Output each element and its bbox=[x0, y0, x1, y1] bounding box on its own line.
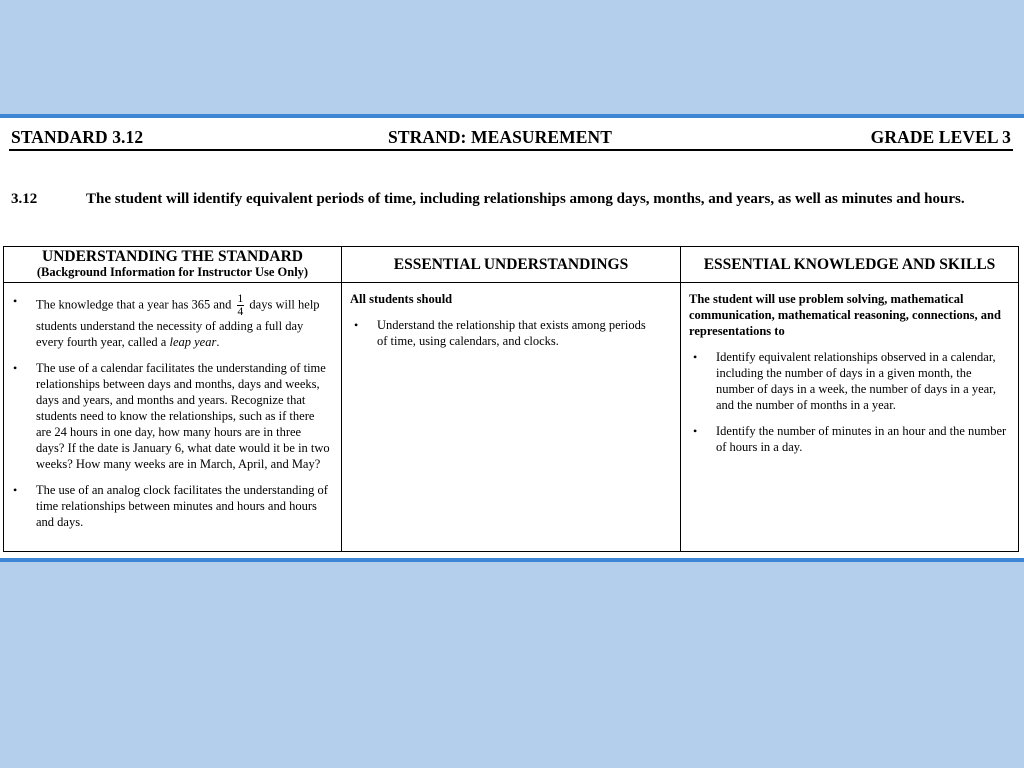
understanding-title: UNDERSTANDING THE STANDARD bbox=[42, 248, 303, 265]
essential-knowledge-cell bbox=[689, 291, 1009, 465]
essential-knowledge-lead: The student will use problem solving, mathematical communication, mathematical reasoning, connections, and representations to bbox=[689, 292, 1001, 338]
essential-knowledge-title: ESSENTIAL KNOWLEDGE AND SKILLS bbox=[703, 255, 996, 273]
understanding-column-header bbox=[4, 247, 341, 282]
list-item: • Identify the number of minutes in an hour and the number of hours in a day. bbox=[689, 423, 1009, 455]
objective-text: The student will identify equivalent periods of time, including relationships among days, months, and years, as well as minutes and hours. bbox=[86, 191, 965, 207]
fraction: $\frac{1}{4}$ bbox=[237, 293, 244, 318]
understanding-cell bbox=[9, 293, 331, 540]
essential-understandings-lead: All students should bbox=[350, 292, 453, 306]
essential-understandings-cell bbox=[350, 291, 650, 359]
standard-label: STANDARD 3.12 bbox=[11, 127, 144, 147]
essential-understandings-column-header bbox=[342, 247, 680, 282]
grade-level-label: GRADE LEVEL 3 bbox=[870, 127, 1011, 147]
essential-knowledge-column-header bbox=[681, 247, 1018, 282]
strand-label: STRAND: MEASUREMENT bbox=[388, 127, 613, 147]
document-page bbox=[0, 114, 1024, 562]
list-item: • The knowledge that a year has 365 and $\frac{1}{4}$ days will help students understand the necessity of adding a full day every fourth year, called a leap year. bbox=[9, 293, 331, 350]
column-divider bbox=[341, 247, 342, 551]
column-divider bbox=[680, 247, 681, 551]
standard-header bbox=[9, 125, 1013, 151]
objective-number: 3.12 bbox=[11, 191, 38, 207]
header-divider bbox=[4, 282, 1018, 283]
essential-understandings-title: ESSENTIAL UNDERSTANDINGS bbox=[393, 255, 629, 273]
list-item: • Understand the relationship that exists among periods of time, using calendars, and clocks. bbox=[350, 317, 650, 349]
list-item: • Identify equivalent relationships observed in a calendar, including the number of days in a given month, the number of days in a week, the number of days in a year, and the number of months in a year. bbox=[689, 349, 1009, 413]
list-item: • The use of a calendar facilitates the understanding of time relationships between days and months, days and weeks, days and years, and months and years. Recognize that students need to know the relationships, such as if there are 24 hours in one day, how many hours are in three days? If the date is January 6, what date would it be in two weeks? How many weeks are in March, April, and May? bbox=[9, 360, 331, 472]
standards-table bbox=[3, 246, 1019, 552]
understanding-subtitle: (Background Information for Instructor Use Only) bbox=[36, 265, 309, 279]
list-item: • The use of an analog clock facilitates the understanding of time relationships between minutes and hours and hours and days. bbox=[9, 482, 331, 530]
